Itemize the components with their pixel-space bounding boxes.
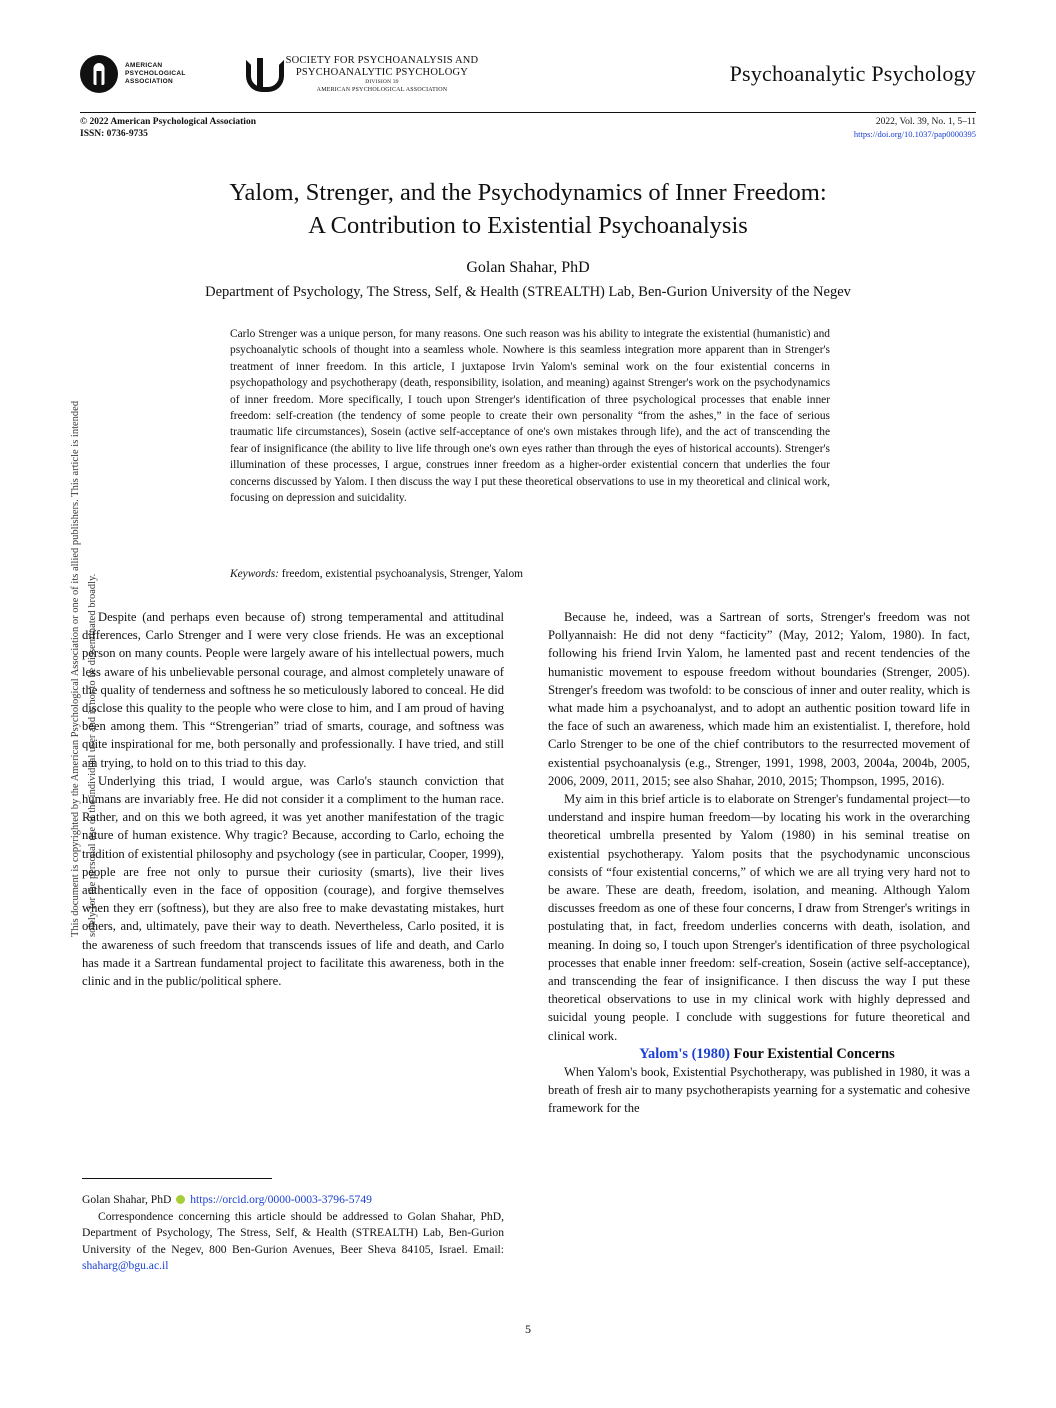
footnote-author-name: Golan Shahar, PhD xyxy=(82,1193,172,1206)
paragraph: My aim in this brief article is to elaborate on Strenger's fundamental project—to understand and inspire human freedom—by locating his work in the overarching theoretical umbrella presented by Yalom (1980) in his seminal treatise on existential psychotherapy. Yalom posits that the psychodynamic unconscious consists of “four existential concerns,” of which we are all trying very hard not to be aware. These are death, freedom, isolation, and meaning. Although Yalom discusses freedom as one of these four concerns, I draw from Strenger's writings in postulating that, in fact, freedom underlies concerns with death, isolation, and meaning. In doing so, I touch upon Strenger's identification of three psychological processes that enable inner freedom: self-creation, Sosein (active self-acceptance), and transcending the fear of insignificance. I then discuss the way I put these theoretical observations to use in my clinical work with highly depressed and suicidal young people. I conclude with suggestions for future theoretical and clinical work. xyxy=(548,792,970,1043)
body-column-left xyxy=(82,608,504,990)
section-heading-citation[interactable]: Yalom's (1980) xyxy=(639,1045,730,1062)
apa-logo xyxy=(80,55,186,93)
email-link[interactable]: shaharg@bgu.ac.il xyxy=(82,1259,169,1273)
footnote-divider xyxy=(82,1178,272,1179)
apa-logo-text xyxy=(125,62,186,86)
page-title xyxy=(128,176,928,242)
title-line-1: Yalom, Strenger, and the Psychodynamics of Inner Freedom: xyxy=(229,179,827,206)
author-affiliation: Department of Psychology, The Stress, Self, & Health (STREALTH) Lab, Ben-Gurion University of the Negev xyxy=(205,284,851,300)
copyright-sidenote: This document is copyrighted by the American Psychological Association or one of its allied publishers. This article is intended solely for the personal use of the individual user and is not to be disseminated broadly. xyxy=(70,400,98,937)
issn-line: ISSN: 0736-9735 xyxy=(80,129,148,139)
correspondence-body: Correspondence concerning this article should be addressed to Golan Shahar, PhD, Department of Psychology, The Stress, Self, & Health (STREALTH) Lab, Ben-Gurion University of the Negev, 800 Ben-Gurion Avenues, Beer Sheva 84105, Israel. Email: xyxy=(82,1209,504,1256)
division-emblem-icon xyxy=(242,54,278,94)
apa-logo-line-1: AMERICAN xyxy=(125,62,163,69)
issue-line: 2022, Vol. 39, No. 1, 5–11 xyxy=(875,117,976,127)
keywords-label: Keywords: xyxy=(230,568,279,580)
correspondence-text xyxy=(82,1209,504,1275)
paragraph: Underlying this triad, I would argue, was Carlo's staunch conviction that humans are invariably free. He did not consider it a compliment to the human race. Rather, and on this we both agreed, it was yet another manifestation of the tragic nature of human existence. Why tragic? Because, according to Carlo, echoing the tradition of existential philosophy and psychology (see in particular, Cooper, 1999), people are free not only to pursue their curiosity (smarts), live their lives authentically even in the face of opposition (courage), and forgive themselves when they err (softness), but they are also free to make devastating mistakes, hurt others, and, ultimately, pave their way to death. Nevertheless, Carlo posited, it is the awareness of such freedom that transcends issues of life and death, and Carlo has made it a Sartrean fundamental project to facilitate this awareness, both in the clinic and in the public/political sphere. xyxy=(82,773,504,989)
body-column-right xyxy=(548,608,970,1118)
copyright-block xyxy=(80,116,256,140)
keywords-values: freedom, existential psychoanalysis, Strenger, Yalom xyxy=(281,568,524,580)
title-line-2: A Contribution to Existential Psychoanalysis xyxy=(308,212,748,239)
paragraph: Despite (and perhaps even because of) strong temperamental and attitudinal differences, Carlo Strenger and I were very close friends. He was an exceptional person on many counts. People were largely aware of his intellectual powers, much less aware of his unbelievable personal courage, and almost completely unaware of the quality of tenderness and softness he so meticulously labored to conceal. He did disclose this quality to the people who were close to him, and I am proud of having been among them. This “Strengerian” triad of smarts, courage, and softness was quite inspirational for me, both personally and professionally. I have tried, and still am trying, to hold on to this triad to this day. xyxy=(82,610,504,770)
paragraph: When Yalom's book, Existential Psychotherapy, was published in 1980, it was a breath of fresh air to many psychotherapists yearning for a systematic and cohesive framework for the xyxy=(548,1065,970,1116)
footnote-author-line xyxy=(82,1192,504,1209)
copyright-line: © 2022 American Psychological Association xyxy=(80,117,256,127)
journal-name: Psychoanalytic Psychology xyxy=(729,61,976,86)
society-line-2: PSYCHOANALYTIC PSYCHOLOGY xyxy=(295,66,469,78)
orcid-link[interactable]: https://orcid.org/0000-0003-3796-5749 xyxy=(190,1193,372,1206)
society-line-4: AMERICAN PSYCHOLOGICAL ASSOCIATION xyxy=(316,86,448,93)
apa-logo-line-3: ASSOCIATION xyxy=(125,78,173,85)
society-line-3: DIVISION 39 xyxy=(365,78,399,85)
apa-logo-line-2: PSYCHOLOGICAL xyxy=(125,70,186,77)
footnote-block xyxy=(82,1192,504,1275)
orcid-icon xyxy=(176,1195,185,1204)
issue-block xyxy=(854,116,976,140)
abstract-text: Carlo Strenger was a unique person, for many reasons. One such reason was his ability to integrate the existential (humanistic) and psychoanalytic schools of thought into a seamless whole. Nowhere is this seamless integration more apparent than in Strenger's treatment of inner freedom. In this article, I juxtapose Irvin Yalom's seminal work on the four existential concerns in psychopathology and psychotherapy (death, responsibility, isolation, and meaning) against Strenger's work on the psychodynamics of inner freedom. More specifically, I touch upon Strenger's identification of three psychological processes that enable inner freedom: self-creation (the tendency of some people to create their own personality “from the ashes,” in the face of serious traumatic life circumstances), Sosein (active self-acceptance of one's own mistakes through life), and the act of transcending the fear of insignificance (the ability to live life through one's own eyes rather than through the eyes of historical accounts). Strenger's illumination of these processes, I argue, construes inner freedom as a higher-order existential concern that underlies the four concerns discussed by Yalom. I then discuss the way I put these theoretical observations to use in my theoretical and clinical work, focusing on depression and suicidality. xyxy=(230,328,830,505)
section-heading xyxy=(548,1045,970,1063)
keywords-line xyxy=(230,566,830,582)
society-line-1: SOCIETY FOR PSYCHOANALYSIS AND xyxy=(285,54,479,66)
header-divider xyxy=(80,112,976,113)
division-39-logo xyxy=(242,54,479,94)
paragraph: Because he, indeed, was a Sartrean of sorts, Strenger's freedom was not Pollyannaish: He did not deny “facticity” (May, 2012; Yalom, 1980). In fact, following his friend Irvin Yalom, he lamented past and recent tendencies of the humanistic movement to espouse freedom without boundaries (Strenger, 2005). Strenger's freedom was twofold: to be conscious of inner and outer reality, which is what made him a psychoanalyst, and to adopt an authentic position toward life in the face of such an awareness, which made him an existentialist. I, therefore, hold Carlo Strenger to be one of the chief contributors to the resurrected movement of existential psychoanalysis (e.g., Strenger, 1991, 1998, 2003, 2004a, 2004b, 2005, 2006, 2009, 2011, 2015; see also Shahar, 2010, 2015; Thompson, 1995, 2016). xyxy=(548,610,970,788)
masthead xyxy=(80,44,976,104)
doi-link[interactable]: https://doi.org/10.1037/pap0000395 xyxy=(853,129,976,139)
apa-emblem-icon xyxy=(80,55,118,93)
section-heading-text: Four Existential Concerns xyxy=(729,1045,895,1062)
author-name: Golan Shahar, PhD xyxy=(466,259,590,276)
page-number: 5 xyxy=(525,1322,531,1336)
society-logo-text xyxy=(286,55,479,94)
